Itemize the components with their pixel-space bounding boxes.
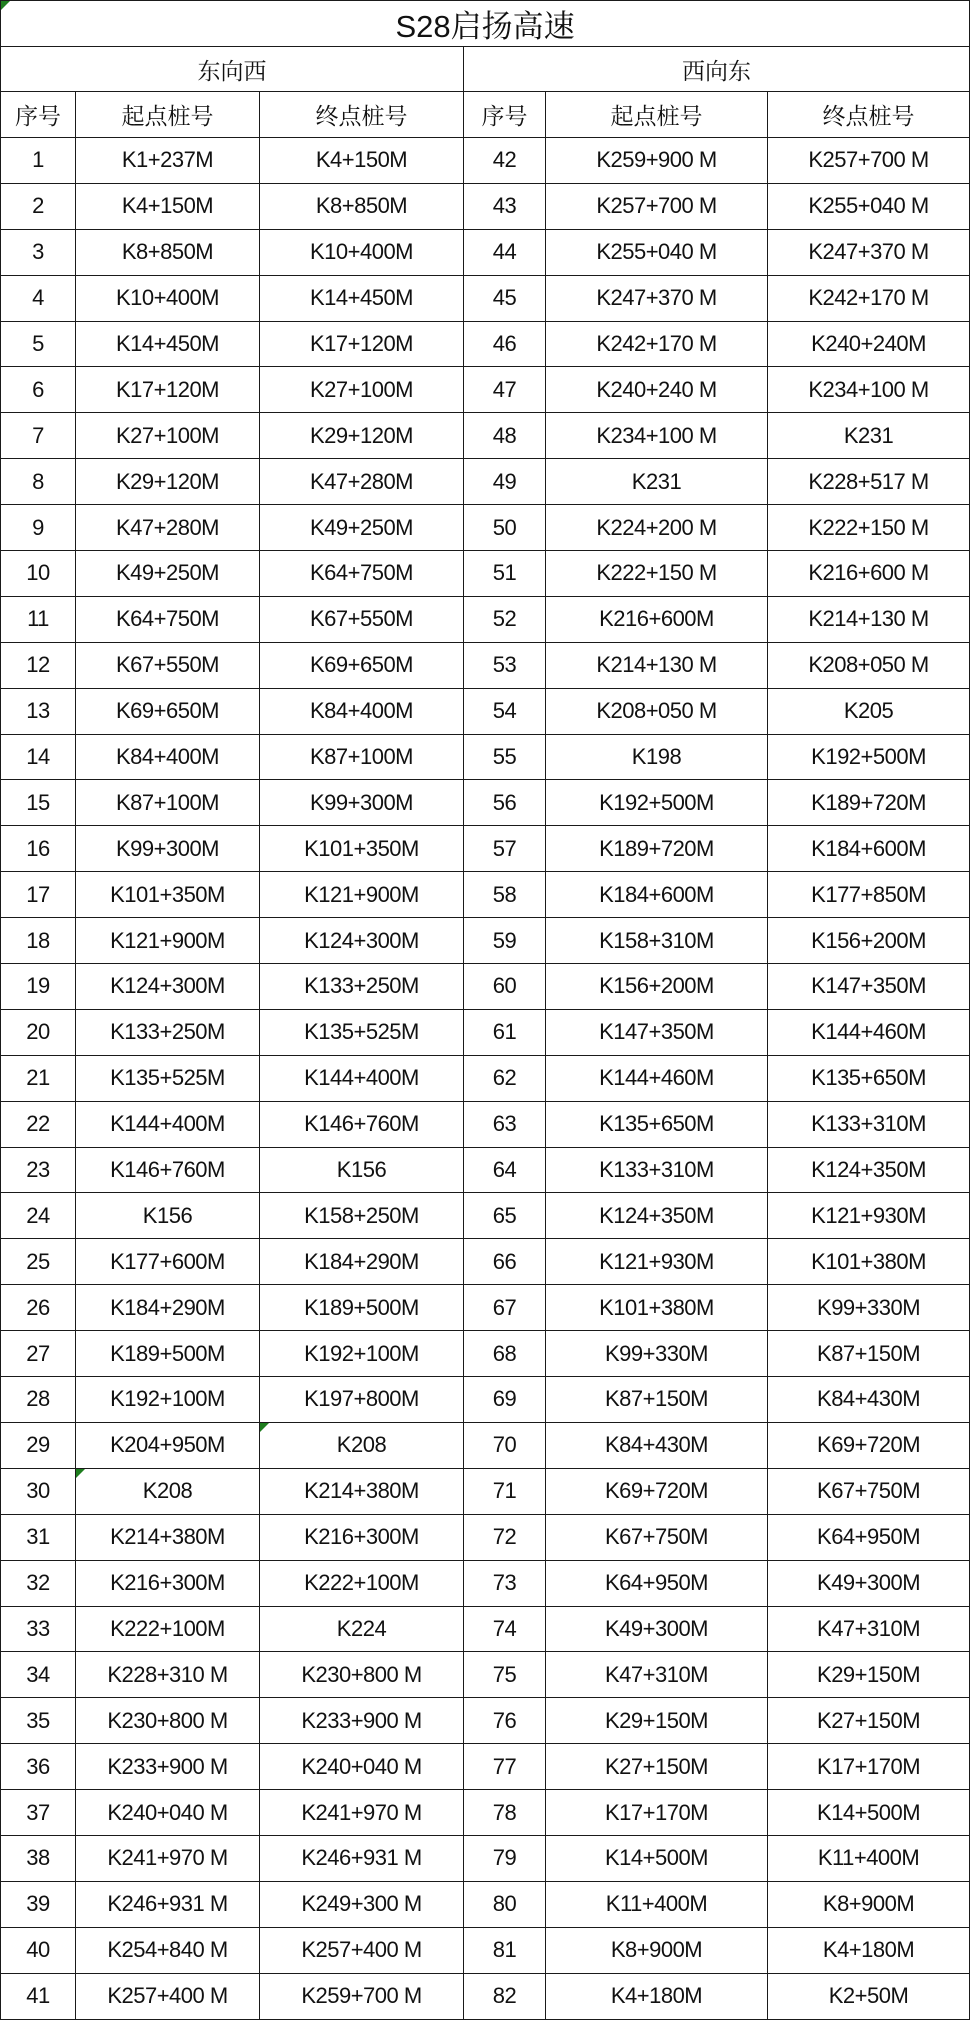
- cell-seq-left[interactable]: 22: [1, 1101, 76, 1147]
- header-seq-right[interactable]: 序号: [464, 92, 546, 138]
- cell-end-right[interactable]: K144+460M: [768, 1009, 970, 1055]
- table-row: [1, 734, 970, 780]
- cell-seq-right[interactable]: 67: [464, 1285, 546, 1331]
- cell-seq-left[interactable]: 27: [1, 1331, 76, 1377]
- cell-end-left[interactable]: K216+300M: [260, 1514, 464, 1560]
- table-row: [1, 1101, 970, 1147]
- cell-seq-right[interactable]: 64: [464, 1147, 546, 1193]
- cell-seq-left[interactable]: 24: [1, 1193, 76, 1239]
- cell-end-right[interactable]: K4+180M: [768, 1927, 970, 1973]
- cell-start-right[interactable]: K47+310M: [546, 1652, 768, 1698]
- cell-end-right[interactable]: K64+950M: [768, 1514, 970, 1560]
- cell-end-right[interactable]: K29+150M: [768, 1652, 970, 1698]
- title-row: [1, 1, 970, 47]
- cell-start-right[interactable]: K69+720M: [546, 1468, 768, 1514]
- cell-seq-left[interactable]: 36: [1, 1744, 76, 1790]
- cell-start-left[interactable]: K144+400M: [76, 1101, 260, 1147]
- cell-end-right[interactable]: K214+130 M: [768, 596, 970, 642]
- cell-start-right[interactable]: K144+460M: [546, 1055, 768, 1101]
- table-row: [1, 780, 970, 826]
- cell-seq-right[interactable]: 50: [464, 505, 546, 551]
- cell-end-left[interactable]: K84+400M: [260, 688, 464, 734]
- cell-start-left[interactable]: K246+931 M: [76, 1881, 260, 1927]
- cell-end-left[interactable]: K121+900M: [260, 872, 464, 918]
- cell-start-left[interactable]: K184+290M: [76, 1285, 260, 1331]
- cell-end-left[interactable]: K158+250M: [260, 1193, 464, 1239]
- cell-start-right[interactable]: K8+900M: [546, 1927, 768, 1973]
- cell-end-left[interactable]: K47+280M: [260, 459, 464, 505]
- table-row: [1, 1514, 970, 1560]
- cell-seq-left[interactable]: 37: [1, 1790, 76, 1836]
- cell-end-left[interactable]: K87+100M: [260, 734, 464, 780]
- cell-seq-left[interactable]: 7: [1, 413, 76, 459]
- cell-end-right[interactable]: K121+930M: [768, 1193, 970, 1239]
- table-row: [1, 1009, 970, 1055]
- cell-start-left[interactable]: K27+100M: [76, 413, 260, 459]
- cell-seq-right[interactable]: 69: [464, 1377, 546, 1423]
- cell-seq-right[interactable]: 54: [464, 688, 546, 734]
- cell-seq-right[interactable]: 71: [464, 1468, 546, 1514]
- cell-end-right[interactable]: K216+600 M: [768, 551, 970, 597]
- cell-start-right[interactable]: K84+430M: [546, 1422, 768, 1468]
- cell-start-left[interactable]: K214+380M: [76, 1514, 260, 1560]
- cell-seq-left[interactable]: 33: [1, 1606, 76, 1652]
- cell-seq-left[interactable]: 9: [1, 505, 76, 551]
- cell-seq-right[interactable]: 75: [464, 1652, 546, 1698]
- header-start-left[interactable]: 起点桩号: [76, 92, 260, 138]
- cell-start-left[interactable]: K135+525M: [76, 1055, 260, 1101]
- cell-seq-right[interactable]: 65: [464, 1193, 546, 1239]
- table-row: [1, 1606, 970, 1652]
- cell-seq-right[interactable]: 82: [464, 1973, 546, 2019]
- cell-seq-left[interactable]: 39: [1, 1881, 76, 1927]
- cell-start-left[interactable]: K233+900 M: [76, 1744, 260, 1790]
- cell-seq-right[interactable]: 63: [464, 1101, 546, 1147]
- cell-end-left[interactable]: K197+800M: [260, 1377, 464, 1423]
- cell-seq-left[interactable]: 16: [1, 826, 76, 872]
- cell-seq-right[interactable]: 53: [464, 642, 546, 688]
- table-row: [1, 1193, 970, 1239]
- cell-start-right[interactable]: K67+750M: [546, 1514, 768, 1560]
- cell-seq-left[interactable]: 34: [1, 1652, 76, 1698]
- cell-seq-left[interactable]: 5: [1, 321, 76, 367]
- cell-start-right[interactable]: K156+200M: [546, 964, 768, 1010]
- cell-end-right[interactable]: K184+600M: [768, 826, 970, 872]
- cell-seq-left[interactable]: 29: [1, 1422, 76, 1468]
- cell-seq-right[interactable]: 72: [464, 1514, 546, 1560]
- cell-seq-left[interactable]: 41: [1, 1973, 76, 2019]
- cell-end-left[interactable]: K10+400M: [260, 229, 464, 275]
- table-row: [1, 1881, 970, 1927]
- cell-start-right[interactable]: K14+500M: [546, 1835, 768, 1881]
- cell-seq-right[interactable]: 73: [464, 1560, 546, 1606]
- cell-end-left[interactable]: K189+500M: [260, 1285, 464, 1331]
- cell-start-right[interactable]: K49+300M: [546, 1606, 768, 1652]
- table-row: [1, 1698, 970, 1744]
- cell-end-left[interactable]: K4+150M: [260, 138, 464, 184]
- cell-seq-right[interactable]: 80: [464, 1881, 546, 1927]
- cell-end-left[interactable]: K240+040 M: [260, 1744, 464, 1790]
- cell-start-right[interactable]: K198: [546, 734, 768, 780]
- cell-start-right[interactable]: K135+650M: [546, 1101, 768, 1147]
- cell-end-left[interactable]: K259+700 M: [260, 1973, 464, 2019]
- table-row: [1, 138, 970, 184]
- cell-end-left[interactable]: K64+750M: [260, 551, 464, 597]
- cell-end-right[interactable]: K208+050 M: [768, 642, 970, 688]
- table-row: [1, 1560, 970, 1606]
- cell-end-right[interactable]: K234+100 M: [768, 367, 970, 413]
- cell-start-left[interactable]: K10+400M: [76, 275, 260, 321]
- cell-end-right[interactable]: K2+50M: [768, 1973, 970, 2019]
- cell-seq-right[interactable]: 43: [464, 183, 546, 229]
- cell-start-right[interactable]: K121+930M: [546, 1239, 768, 1285]
- cell-end-right[interactable]: K189+720M: [768, 780, 970, 826]
- cell-end-left[interactable]: K241+970 M: [260, 1790, 464, 1836]
- cell-seq-left[interactable]: 6: [1, 367, 76, 413]
- cell-start-left[interactable]: K204+950M: [76, 1422, 260, 1468]
- cell-start-left[interactable]: K222+100M: [76, 1606, 260, 1652]
- cell-start-right[interactable]: K124+350M: [546, 1193, 768, 1239]
- cell-start-left[interactable]: K228+310 M: [76, 1652, 260, 1698]
- table-row: [1, 826, 970, 872]
- cell-seq-left[interactable]: 2: [1, 183, 76, 229]
- cell-start-left[interactable]: K254+840 M: [76, 1927, 260, 1973]
- cell-start-left[interactable]: K230+800 M: [76, 1698, 260, 1744]
- cell-start-left[interactable]: K47+280M: [76, 505, 260, 551]
- cell-seq-left[interactable]: 26: [1, 1285, 76, 1331]
- cell-start-left[interactable]: K208: [76, 1468, 260, 1514]
- cell-seq-right[interactable]: 51: [464, 551, 546, 597]
- cell-end-right[interactable]: K67+750M: [768, 1468, 970, 1514]
- table-row: [1, 642, 970, 688]
- cell-end-left[interactable]: K230+800 M: [260, 1652, 464, 1698]
- cell-end-left[interactable]: K99+300M: [260, 780, 464, 826]
- cell-seq-right[interactable]: 77: [464, 1744, 546, 1790]
- cell-seq-left[interactable]: 1: [1, 138, 76, 184]
- cell-start-left[interactable]: K189+500M: [76, 1331, 260, 1377]
- cell-seq-right[interactable]: 76: [464, 1698, 546, 1744]
- cell-seq-right[interactable]: 55: [464, 734, 546, 780]
- table-row: [1, 1331, 970, 1377]
- cell-seq-right[interactable]: 66: [464, 1239, 546, 1285]
- cell-seq-right[interactable]: 48: [464, 413, 546, 459]
- cell-end-left[interactable]: K184+290M: [260, 1239, 464, 1285]
- cell-end-left[interactable]: K133+250M: [260, 964, 464, 1010]
- cell-end-left[interactable]: K135+525M: [260, 1009, 464, 1055]
- cell-end-right[interactable]: K156+200M: [768, 918, 970, 964]
- cell-start-left[interactable]: K177+600M: [76, 1239, 260, 1285]
- cell-end-right[interactable]: K69+720M: [768, 1422, 970, 1468]
- table-row: [1, 275, 970, 321]
- cell-end-right[interactable]: K147+350M: [768, 964, 970, 1010]
- cell-seq-left[interactable]: 18: [1, 918, 76, 964]
- cell-seq-left[interactable]: 30: [1, 1468, 76, 1514]
- cell-end-right[interactable]: K135+650M: [768, 1055, 970, 1101]
- table-row: [1, 367, 970, 413]
- cell-start-left[interactable]: K121+900M: [76, 918, 260, 964]
- cell-start-left[interactable]: K69+650M: [76, 688, 260, 734]
- cell-seq-left[interactable]: 3: [1, 229, 76, 275]
- cell-start-right[interactable]: K224+200 M: [546, 505, 768, 551]
- cell-start-left[interactable]: K14+450M: [76, 321, 260, 367]
- cell-seq-right[interactable]: 44: [464, 229, 546, 275]
- cell-end-left[interactable]: K49+250M: [260, 505, 464, 551]
- cell-seq-left[interactable]: 17: [1, 872, 76, 918]
- cell-seq-right[interactable]: 81: [464, 1927, 546, 1973]
- cell-start-left[interactable]: K17+120M: [76, 367, 260, 413]
- cell-end-left[interactable]: K14+450M: [260, 275, 464, 321]
- cell-end-left[interactable]: K144+400M: [260, 1055, 464, 1101]
- header-end-right[interactable]: 终点桩号: [768, 92, 970, 138]
- cell-start-left[interactable]: K99+300M: [76, 826, 260, 872]
- cell-start-left[interactable]: K241+970 M: [76, 1835, 260, 1881]
- cell-start-right[interactable]: K222+150 M: [546, 551, 768, 597]
- cell-start-left[interactable]: K87+100M: [76, 780, 260, 826]
- header-end-left[interactable]: 终点桩号: [260, 92, 464, 138]
- table-row: [1, 1973, 970, 2019]
- cell-seq-left[interactable]: 14: [1, 734, 76, 780]
- cell-start-right[interactable]: K240+240 M: [546, 367, 768, 413]
- cell-end-left[interactable]: K233+900 M: [260, 1698, 464, 1744]
- cell-seq-left[interactable]: 20: [1, 1009, 76, 1055]
- cell-start-left[interactable]: K84+400M: [76, 734, 260, 780]
- cell-seq-left[interactable]: 15: [1, 780, 76, 826]
- cell-start-left[interactable]: K192+100M: [76, 1377, 260, 1423]
- cell-end-right[interactable]: K101+380M: [768, 1239, 970, 1285]
- cell-start-left[interactable]: K101+350M: [76, 872, 260, 918]
- cell-start-left[interactable]: K124+300M: [76, 964, 260, 1010]
- cell-end-left[interactable]: K257+400 M: [260, 1927, 464, 1973]
- table-row: [1, 551, 970, 597]
- header-seq-left[interactable]: 序号: [1, 92, 76, 138]
- cell-start-right[interactable]: K257+700 M: [546, 183, 768, 229]
- cell-seq-left[interactable]: 21: [1, 1055, 76, 1101]
- cell-end-left[interactable]: K192+100M: [260, 1331, 464, 1377]
- cell-start-right[interactable]: K87+150M: [546, 1377, 768, 1423]
- cell-start-right[interactable]: K27+150M: [546, 1744, 768, 1790]
- cell-end-left[interactable]: K67+550M: [260, 596, 464, 642]
- cell-seq-left[interactable]: 12: [1, 642, 76, 688]
- cell-start-right[interactable]: K231: [546, 459, 768, 505]
- table-row: [1, 229, 970, 275]
- cell-end-left[interactable]: K8+850M: [260, 183, 464, 229]
- cell-end-right[interactable]: K242+170 M: [768, 275, 970, 321]
- header-start-right[interactable]: 起点桩号: [546, 92, 768, 138]
- cell-start-right[interactable]: K242+170 M: [546, 321, 768, 367]
- cell-seq-left[interactable]: 23: [1, 1147, 76, 1193]
- cell-start-right[interactable]: K184+600M: [546, 872, 768, 918]
- table-row: [1, 918, 970, 964]
- cell-end-right[interactable]: K240+240M: [768, 321, 970, 367]
- cell-start-left[interactable]: K257+400 M: [76, 1973, 260, 2019]
- cell-end-right[interactable]: K49+300M: [768, 1560, 970, 1606]
- cell-end-right[interactable]: K192+500M: [768, 734, 970, 780]
- cell-end-right[interactable]: K133+310M: [768, 1101, 970, 1147]
- cell-start-right[interactable]: K11+400M: [546, 1881, 768, 1927]
- cell-start-left[interactable]: K156: [76, 1193, 260, 1239]
- cell-end-right[interactable]: K255+040 M: [768, 183, 970, 229]
- cell-end-left[interactable]: K101+350M: [260, 826, 464, 872]
- cell-seq-left[interactable]: 38: [1, 1835, 76, 1881]
- cell-end-left[interactable]: K214+380M: [260, 1468, 464, 1514]
- column-header-row: [1, 92, 970, 138]
- cell-end-left[interactable]: K69+650M: [260, 642, 464, 688]
- cell-end-right[interactable]: K124+350M: [768, 1147, 970, 1193]
- cell-start-right[interactable]: K99+330M: [546, 1331, 768, 1377]
- cell-seq-right[interactable]: 62: [464, 1055, 546, 1101]
- cell-start-left[interactable]: K29+120M: [76, 459, 260, 505]
- cell-seq-right[interactable]: 70: [464, 1422, 546, 1468]
- table-row: [1, 1055, 970, 1101]
- cell-seq-left[interactable]: 31: [1, 1514, 76, 1560]
- cell-seq-right[interactable]: 79: [464, 1835, 546, 1881]
- cell-seq-left[interactable]: 8: [1, 459, 76, 505]
- cell-start-right[interactable]: K158+310M: [546, 918, 768, 964]
- table-row: [1, 1835, 970, 1881]
- cell-start-right[interactable]: K17+170M: [546, 1790, 768, 1836]
- cell-end-left[interactable]: K27+100M: [260, 367, 464, 413]
- table-row: [1, 1422, 970, 1468]
- cell-end-right[interactable]: K205: [768, 688, 970, 734]
- cell-seq-left[interactable]: 35: [1, 1698, 76, 1744]
- cell-end-right[interactable]: K222+150 M: [768, 505, 970, 551]
- cell-end-right[interactable]: K177+850M: [768, 872, 970, 918]
- cell-end-left[interactable]: K246+931 M: [260, 1835, 464, 1881]
- cell-start-right[interactable]: K234+100 M: [546, 413, 768, 459]
- cell-start-right[interactable]: K214+130 M: [546, 642, 768, 688]
- table-row: [1, 1147, 970, 1193]
- cell-seq-right[interactable]: 78: [464, 1790, 546, 1836]
- cell-end-right[interactable]: K47+310M: [768, 1606, 970, 1652]
- table-title[interactable]: S28启扬高速: [1, 1, 970, 47]
- cell-start-left[interactable]: K240+040 M: [76, 1790, 260, 1836]
- cell-seq-left[interactable]: 13: [1, 688, 76, 734]
- cell-seq-right[interactable]: 61: [464, 1009, 546, 1055]
- cell-end-right[interactable]: K14+500M: [768, 1790, 970, 1836]
- cell-start-left[interactable]: K67+550M: [76, 642, 260, 688]
- table-row: [1, 872, 970, 918]
- cell-start-right[interactable]: K247+370 M: [546, 275, 768, 321]
- cell-start-left[interactable]: K146+760M: [76, 1147, 260, 1193]
- cell-end-left[interactable]: K224: [260, 1606, 464, 1652]
- cell-start-right[interactable]: K133+310M: [546, 1147, 768, 1193]
- table-row: [1, 1790, 970, 1836]
- cell-start-right[interactable]: K101+380M: [546, 1285, 768, 1331]
- cell-end-left[interactable]: K124+300M: [260, 918, 464, 964]
- cell-start-right[interactable]: K64+950M: [546, 1560, 768, 1606]
- cell-start-left[interactable]: K4+150M: [76, 183, 260, 229]
- table-row: [1, 688, 970, 734]
- cell-end-right[interactable]: K11+400M: [768, 1835, 970, 1881]
- cell-end-left[interactable]: K29+120M: [260, 413, 464, 459]
- cell-start-right[interactable]: K208+050 M: [546, 688, 768, 734]
- cell-seq-right[interactable]: 74: [464, 1606, 546, 1652]
- table-row: [1, 413, 970, 459]
- cell-start-right[interactable]: K255+040 M: [546, 229, 768, 275]
- cell-start-left[interactable]: K216+300M: [76, 1560, 260, 1606]
- table-row: [1, 1468, 970, 1514]
- table-row: [1, 596, 970, 642]
- direction-east-to-west[interactable]: 东向西: [1, 47, 464, 92]
- cell-seq-right[interactable]: 46: [464, 321, 546, 367]
- cell-end-left[interactable]: K222+100M: [260, 1560, 464, 1606]
- cell-end-left[interactable]: K17+120M: [260, 321, 464, 367]
- direction-west-to-east[interactable]: 西向东: [464, 47, 970, 92]
- cell-end-left[interactable]: K146+760M: [260, 1101, 464, 1147]
- cell-seq-left[interactable]: 40: [1, 1927, 76, 1973]
- cell-start-right[interactable]: K29+150M: [546, 1698, 768, 1744]
- table-row: [1, 1927, 970, 1973]
- cell-start-right[interactable]: K4+180M: [546, 1973, 768, 2019]
- cell-seq-left[interactable]: 11: [1, 596, 76, 642]
- cell-start-right[interactable]: K147+350M: [546, 1009, 768, 1055]
- cell-seq-right[interactable]: 60: [464, 964, 546, 1010]
- cell-seq-right[interactable]: 45: [464, 275, 546, 321]
- cell-seq-left[interactable]: 28: [1, 1377, 76, 1423]
- direction-row: [1, 47, 970, 92]
- cell-start-right[interactable]: K189+720M: [546, 826, 768, 872]
- table-row: [1, 1377, 970, 1423]
- table-row: [1, 1285, 970, 1331]
- table-row: [1, 321, 970, 367]
- table-row: [1, 1744, 970, 1790]
- cell-seq-left[interactable]: 10: [1, 551, 76, 597]
- cell-seq-right[interactable]: 42: [464, 138, 546, 184]
- cell-end-right[interactable]: K231: [768, 413, 970, 459]
- table-row: [1, 459, 970, 505]
- cell-seq-right[interactable]: 56: [464, 780, 546, 826]
- cell-end-right[interactable]: K99+330M: [768, 1285, 970, 1331]
- table-row: [1, 964, 970, 1010]
- cell-seq-right[interactable]: 57: [464, 826, 546, 872]
- cell-start-left[interactable]: K133+250M: [76, 1009, 260, 1055]
- cell-end-left[interactable]: K249+300 M: [260, 1881, 464, 1927]
- cell-end-left[interactable]: K156: [260, 1147, 464, 1193]
- table-row: [1, 183, 970, 229]
- cell-end-left[interactable]: K208: [260, 1422, 464, 1468]
- cell-end-right[interactable]: K87+150M: [768, 1331, 970, 1377]
- cell-end-right[interactable]: K228+517 M: [768, 459, 970, 505]
- cell-end-right[interactable]: K8+900M: [768, 1881, 970, 1927]
- cell-seq-right[interactable]: 58: [464, 872, 546, 918]
- cell-seq-right[interactable]: 59: [464, 918, 546, 964]
- cell-end-right[interactable]: K247+370 M: [768, 229, 970, 275]
- cell-seq-right[interactable]: 47: [464, 367, 546, 413]
- table-row: [1, 1652, 970, 1698]
- cell-start-right[interactable]: K216+600M: [546, 596, 768, 642]
- cell-start-right[interactable]: K259+900 M: [546, 138, 768, 184]
- cell-seq-left[interactable]: 4: [1, 275, 76, 321]
- cell-start-left[interactable]: K8+850M: [76, 229, 260, 275]
- cell-seq-right[interactable]: 52: [464, 596, 546, 642]
- table-row: [1, 1239, 970, 1285]
- cell-start-right[interactable]: K192+500M: [546, 780, 768, 826]
- cell-seq-right[interactable]: 49: [464, 459, 546, 505]
- table-row: [1, 505, 970, 551]
- cell-seq-left[interactable]: 19: [1, 964, 76, 1010]
- cell-seq-right[interactable]: 68: [464, 1331, 546, 1377]
- cell-start-left[interactable]: K64+750M: [76, 596, 260, 642]
- cell-seq-left[interactable]: 32: [1, 1560, 76, 1606]
- cell-start-left[interactable]: K1+237M: [76, 138, 260, 184]
- cell-end-right[interactable]: K84+430M: [768, 1377, 970, 1423]
- cell-end-right[interactable]: K257+700 M: [768, 138, 970, 184]
- cell-seq-left[interactable]: 25: [1, 1239, 76, 1285]
- cell-end-right[interactable]: K27+150M: [768, 1698, 970, 1744]
- cell-start-left[interactable]: K49+250M: [76, 551, 260, 597]
- cell-end-right[interactable]: K17+170M: [768, 1744, 970, 1790]
